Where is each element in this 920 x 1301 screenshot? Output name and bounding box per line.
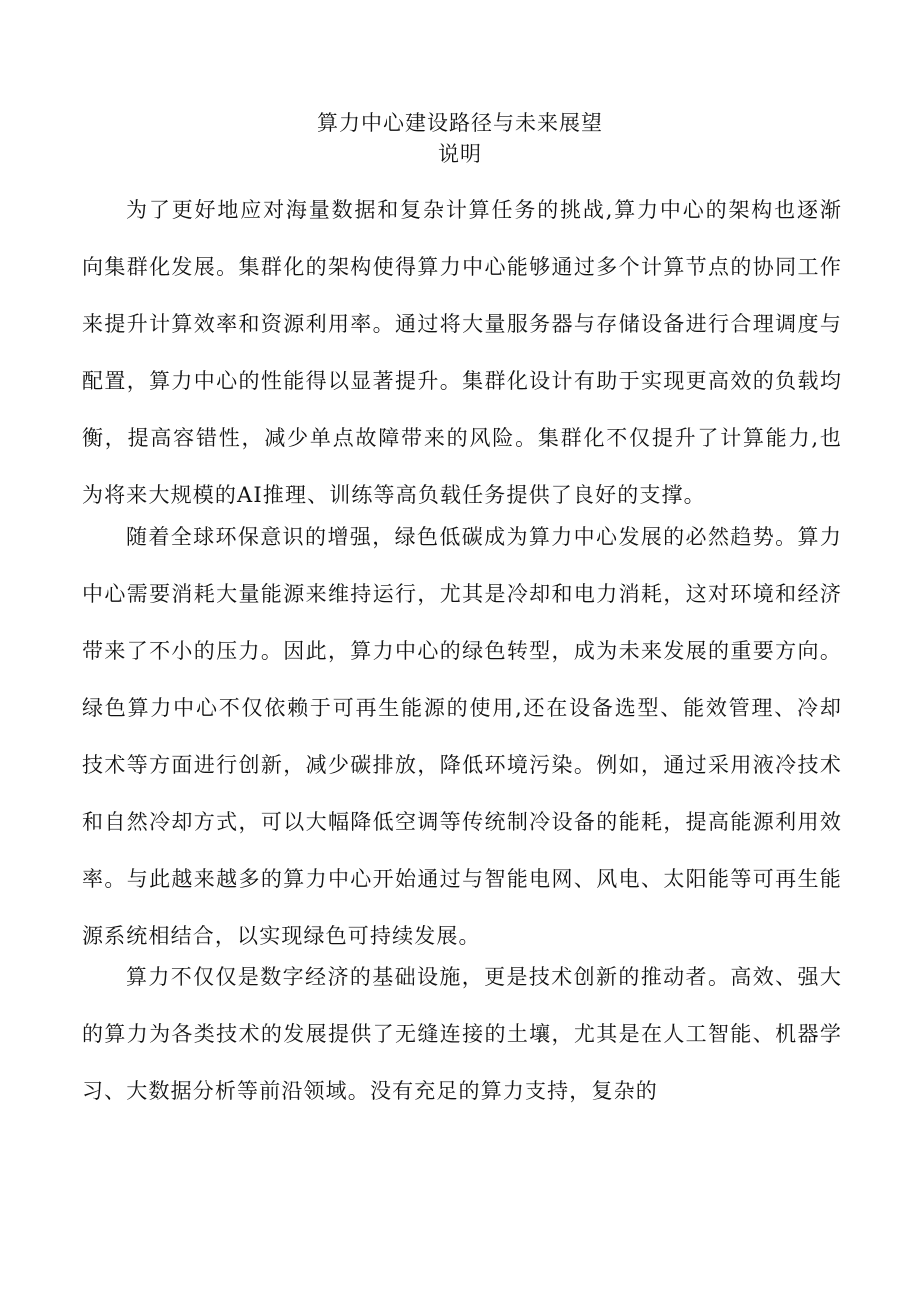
paragraph-clustering: 为了更好地应对海量数据和复杂计算任务的挑战,算力中心的架构也逐渐向集群化发展。集群化的架构使得算力中心能够通过多个计算节点的协同工作来提升计算效率和资源利用率。通过将大量服务器与存储设备进行合理调度与配置，算力中心的性能得以显著提升。集群化设计有助于实现更高效的负载均衡，提高容错性，减少单点故障带来的风险。集群化不仅提升了计算能力,也为将来大规模的AI推理、训练等高负载任务提供了良好的支撑。 (82, 198, 842, 507)
paragraph-innovation: 算力不仅仅是数字经济的基础设施，更是技术创新的推动者。高效、强大的算力为各类技术的发展提供了无缝连接的土壤，尤其是在人工智能、机器学习、大数据分析等前沿领域。没有充足的算力支持，复杂的 (82, 965, 842, 1103)
document-title: 算力中心建设路径与未来展望 (317, 111, 603, 135)
document-subtitle: 说明 (438, 142, 482, 166)
paragraph-green-transition: 随着全球环保意识的增强，绿色低碳成为算力中心发展的必然趋势。算力中心需要消耗大量能源来维持运行，尤其是冷却和电力消耗，这对环境和经济带来了不小的压力。因此，算力中心的绿色转型，成为未来发展的重要方向。绿色算力中心不仅依赖于可再生能源的使用,还在设备选型、能效管理、冷却技术等方面进行创新，减少碳排放，降低环境污染。例如，通过采用液冷技术和自然冷却方式，可以大幅降低空调等传统制冷设备的能耗，提高能源利用效率。与此越来越多的算力中心开始通过与智能电网、风电、太阳能等可再生能源系统相结合，以实现绿色可持续发展。 (82, 525, 842, 948)
